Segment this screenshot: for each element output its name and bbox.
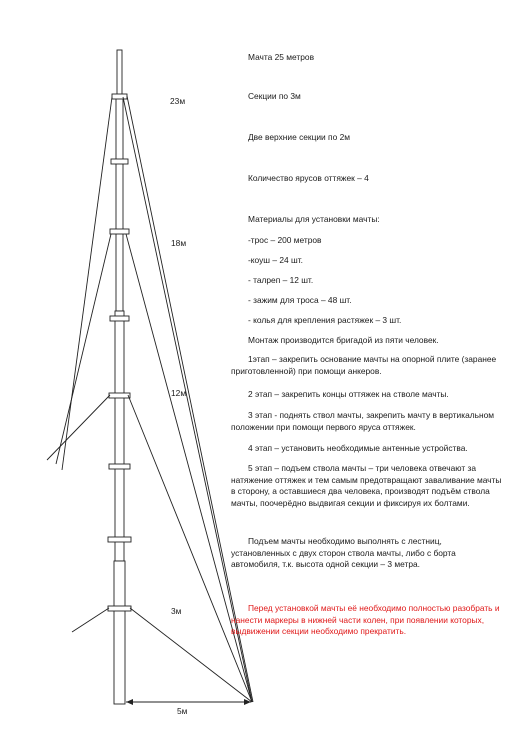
warning-note: Перед установкой мачты её необходимо полностью разобрать и нанести маркеры в нижней части колен, при появлении которых, выдвижении секции необходимо прекратить. — [231, 603, 500, 636]
step-1: 1этап – закрепить основание мачты на опорной плите (заранее приготовленной) при помощи анкеров. — [231, 354, 497, 376]
materials-header: Материалы для установки мачты: — [248, 214, 380, 224]
mast-collar — [108, 606, 131, 611]
material-item: -коуш – 24 шт. — [248, 255, 303, 265]
mast-section-top — [117, 50, 122, 96]
mast-title: Мачта 25 метров — [248, 52, 315, 62]
height-label-18m: 18м — [171, 238, 187, 248]
guy-levels-note: Количество ярусов оттяжек – 4 — [248, 173, 369, 183]
height-label-12m: 12м — [171, 388, 187, 398]
material-item: - колья для крепления растяжек – 3 шт. — [248, 315, 402, 325]
mast-section-upper — [116, 96, 123, 311]
base-distance-label: 5м — [177, 706, 188, 716]
dimension-arrow-left — [126, 699, 133, 705]
mast-collar — [112, 94, 127, 99]
guy-wire-left — [62, 97, 112, 470]
step-5: 5 этап – подъем ствола мачты – три человека отвечают за натяжение оттяжек и тем самым предотвращают заваливание мачты в сторону, а оставшиеся два человека, производят подъём ствола мачты, поочерёдно выдвигая секции и фиксируя их болтами. — [231, 463, 502, 508]
mast-collar — [111, 159, 128, 164]
mast-section-middle — [115, 311, 124, 561]
material-item: - талреп – 12 шт. — [248, 275, 314, 285]
guy-wire-left — [56, 234, 111, 464]
sections-note: Секции по 3м — [248, 91, 301, 101]
height-label-3m: 3м — [171, 606, 182, 616]
step-4: 4 этап – установить необходимые антенные устройства. — [248, 443, 468, 453]
mast-collar — [108, 537, 131, 542]
lifting-note: Подъем мачты необходимо выполнять с лестниц, установленных с двух сторон ствола мачты, либо с борта автомобиля, т.к. высота одной секции – 3 метра. — [231, 536, 456, 569]
step-2: 2 этап – закрепить концы оттяжек на стволе мачты. — [248, 389, 449, 399]
material-item: -трос – 200 метров — [248, 235, 322, 245]
crew-note: Монтаж производится бригадой из пяти человек. — [248, 335, 439, 345]
guy-wire-left — [72, 608, 109, 632]
mast-collar — [110, 229, 129, 234]
material-item: - зажим для троса – 48 шт. — [248, 295, 352, 305]
mast-collar — [110, 316, 129, 321]
height-label-23m: 23м — [170, 96, 186, 106]
mast-section-lower — [114, 561, 125, 704]
mast-collar — [109, 464, 130, 469]
step-3: 3 этап - поднять ствол мачты, закрепить мачту в вертикальном положении при помощи первого яруса оттяжек. — [231, 410, 495, 432]
top-sections-note: Две верхние секции по 2м — [248, 132, 350, 142]
guy-wire-left — [47, 395, 110, 460]
mast-collar — [109, 393, 130, 398]
